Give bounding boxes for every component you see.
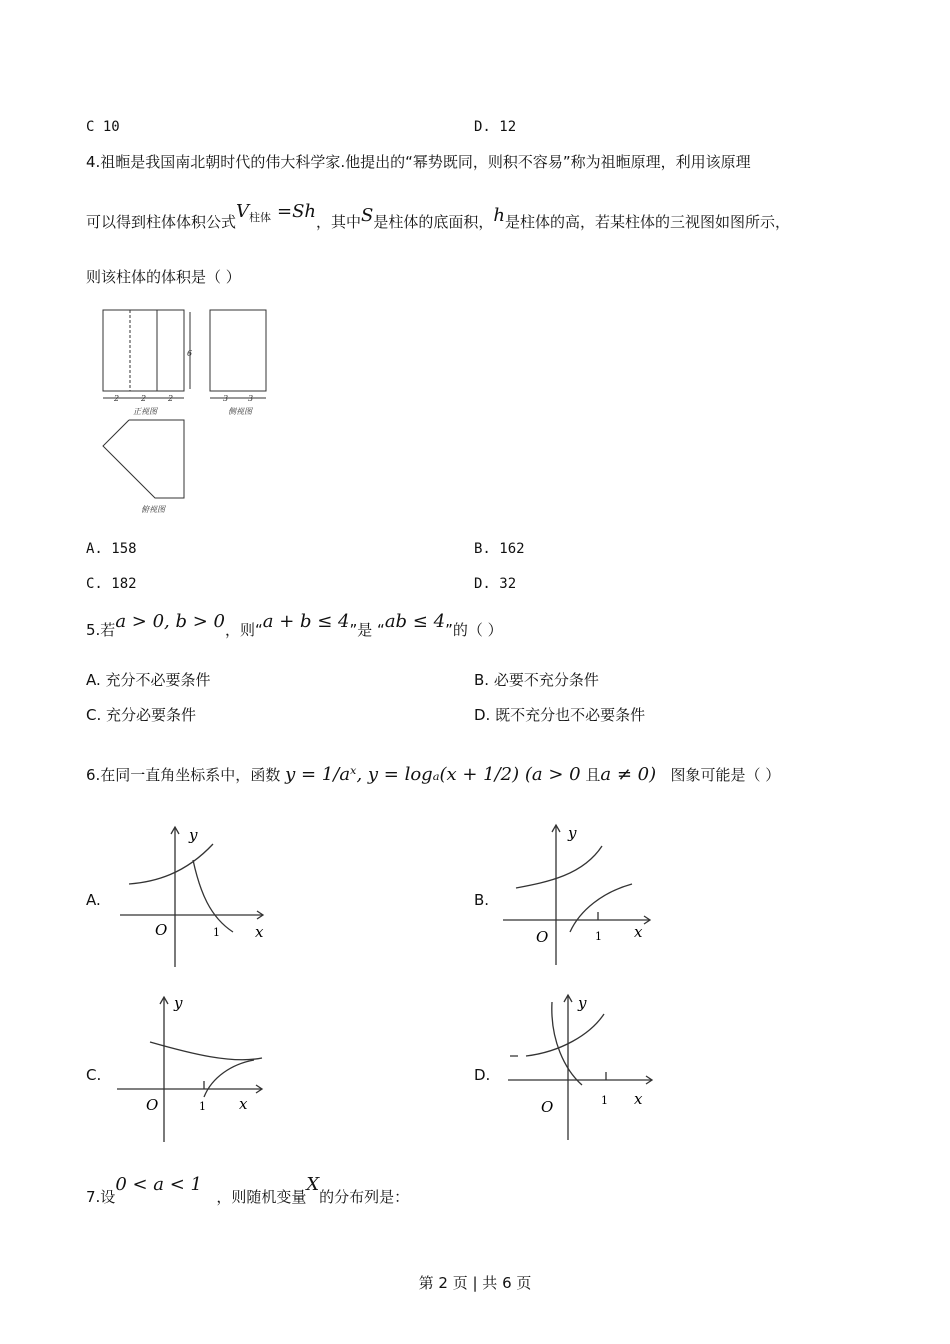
graph-b[interactable] bbox=[498, 820, 658, 970]
q4-option-c[interactable]: C. 182 bbox=[86, 576, 137, 592]
y-label: y bbox=[568, 824, 577, 842]
q6-stem bbox=[86, 765, 780, 785]
y-label: y bbox=[174, 994, 183, 1012]
q4-text: 可以得到柱体体积公式 bbox=[86, 213, 237, 231]
var-s: S bbox=[361, 205, 374, 226]
top-view-label: 俯视图 bbox=[141, 505, 165, 514]
x-label: x bbox=[634, 1090, 643, 1108]
q5-option-c[interactable]: C. 充分必要条件 bbox=[86, 706, 197, 724]
graph-a[interactable] bbox=[115, 822, 275, 972]
q6-text: 6.在同一直角坐标系中，函数 bbox=[86, 766, 281, 784]
dim-front-1: 2 bbox=[114, 394, 120, 403]
side-view-label: 侧视图 bbox=[228, 407, 252, 416]
formula-rhs: =Sh bbox=[277, 201, 317, 222]
x-label: x bbox=[634, 923, 643, 941]
formula-sub: 柱体 bbox=[249, 211, 272, 224]
dim-height: 6 bbox=[187, 349, 193, 358]
y-label: y bbox=[189, 826, 198, 844]
q5-p: a + b ≤ 4 bbox=[262, 611, 350, 632]
q5-option-b[interactable]: B. 必要不充分条件 bbox=[474, 671, 599, 689]
q4-line1: 4.祖暅是我国南北朝时代的伟大科学家.他提出的“幂势既同，则积不容易”称为祖暅原理，利用该原理 bbox=[86, 153, 751, 171]
q6-option-d-label[interactable]: D. bbox=[474, 1066, 491, 1084]
q5-option-a[interactable]: A. 充分不必要条件 bbox=[86, 671, 211, 689]
q4-option-a[interactable]: A. 158 bbox=[86, 541, 137, 557]
q6-option-a-label[interactable]: A. bbox=[86, 891, 101, 909]
one-label: 1 bbox=[199, 1100, 206, 1113]
page-footer: 第 2 页 | 共 6 页 bbox=[418, 1274, 532, 1292]
one-label: 1 bbox=[595, 930, 602, 943]
origin-label: O bbox=[155, 921, 168, 939]
q4-text: 是柱体的高，若某柱体的三视图如图所示， bbox=[505, 213, 791, 231]
q5-cond: a > 0, b > 0 bbox=[115, 611, 225, 632]
q6-formula: y = 1/aˣ, y = logₐ(x + 1/2) (a > 0 bbox=[285, 764, 581, 785]
one-label: 1 bbox=[601, 1094, 608, 1107]
origin-label: O bbox=[541, 1098, 554, 1116]
q5-option-d[interactable]: D. 既不充分也不必要条件 bbox=[474, 706, 646, 724]
q4-text: ，其中 bbox=[316, 213, 362, 231]
x-label: x bbox=[239, 1095, 248, 1113]
one-label: 1 bbox=[213, 926, 220, 939]
dim-side-1: 3 bbox=[223, 394, 229, 403]
q6-text: 图象可能是（ ） bbox=[670, 766, 781, 784]
q6-option-b-label[interactable]: B. bbox=[474, 891, 490, 909]
q4-option-b[interactable]: B. 162 bbox=[474, 541, 525, 557]
q5-text: ”的（ ） bbox=[445, 621, 503, 639]
var-h: h bbox=[493, 205, 505, 226]
q4-text: 是柱体的底面积， bbox=[373, 213, 494, 231]
q5-q: ab ≤ 4 bbox=[384, 611, 446, 632]
front-view-label: 正视图 bbox=[133, 407, 157, 416]
y-label: y bbox=[578, 994, 587, 1012]
x-label: x bbox=[255, 923, 264, 941]
option-c-prev: C 10 bbox=[86, 119, 120, 135]
option-d-prev: D. 12 bbox=[474, 119, 517, 135]
q7-text: 的分布列是： bbox=[319, 1188, 410, 1206]
three-view-figure bbox=[98, 300, 278, 520]
q7-stem bbox=[86, 1174, 410, 1207]
q4-line2 bbox=[86, 201, 791, 234]
q7-cond: 0 < a < 1 bbox=[115, 1174, 202, 1195]
origin-label: O bbox=[146, 1096, 159, 1114]
q4-line3: 则该柱体的体积是（ ） bbox=[86, 268, 241, 286]
q5-text: ，则“ bbox=[224, 621, 263, 639]
origin-label: O bbox=[536, 928, 549, 946]
q6-text: 且 bbox=[585, 766, 601, 784]
q4-option-d[interactable]: D. 32 bbox=[474, 576, 517, 592]
dim-front-2: 2 bbox=[141, 394, 147, 403]
dim-front-3: 2 bbox=[168, 394, 174, 403]
graph-c[interactable] bbox=[112, 992, 272, 1142]
q6-formula2: a ≠ 0) bbox=[600, 764, 657, 785]
q7-text: ，则随机变量 bbox=[216, 1188, 307, 1206]
var-x: X bbox=[306, 1174, 320, 1195]
q5-text: 5.若 bbox=[86, 621, 116, 639]
q6-option-c-label[interactable]: C. bbox=[86, 1066, 102, 1084]
formula-v: V bbox=[236, 201, 250, 222]
q5-stem bbox=[86, 611, 503, 640]
q7-text: 7.设 bbox=[86, 1188, 116, 1206]
dim-side-2: 3 bbox=[248, 394, 254, 403]
graph-d[interactable] bbox=[500, 990, 660, 1145]
q5-text: ”是 “ bbox=[349, 621, 385, 639]
